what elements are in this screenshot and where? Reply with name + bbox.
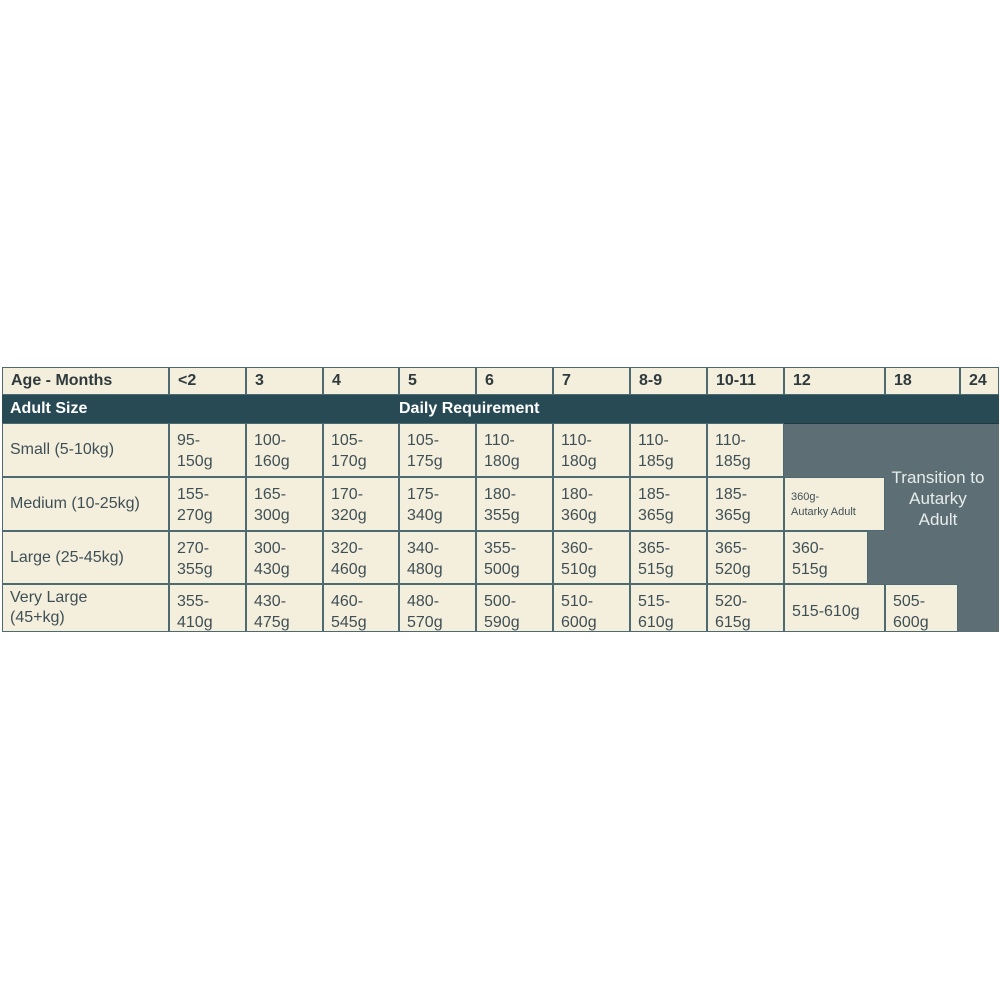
requirement-cell: 95- 150g xyxy=(169,423,246,477)
requirement-cell: 515- 610g xyxy=(630,584,707,632)
requirement-cell: 185- 365g xyxy=(707,477,784,531)
requirement-cell: 165- 300g xyxy=(246,477,323,531)
size-label: Large (25-45kg) xyxy=(2,531,169,584)
age-column-header: 7 xyxy=(553,367,630,395)
requirement-cell: 360- 515g xyxy=(784,531,868,584)
requirement-cell: 500- 590g xyxy=(476,584,553,632)
requirement-cell: 510- 600g xyxy=(553,584,630,632)
requirement-cell: 365- 515g xyxy=(630,531,707,584)
requirement-cell: 355- 410g xyxy=(169,584,246,632)
requirement-cell: 180- 360g xyxy=(553,477,630,531)
requirement-cell: 180- 355g xyxy=(476,477,553,531)
size-label: Very Large (45+kg) xyxy=(2,584,169,632)
requirement-cell: 105- 170g xyxy=(323,423,399,477)
daily-requirement-label: Daily Requirement xyxy=(399,400,540,417)
size-label: Medium (10-25kg) xyxy=(2,477,169,531)
age-months-header: Age - Months xyxy=(2,367,169,395)
requirement-cell: 505- 600g xyxy=(885,584,958,632)
transition-note: Transition to Autarky Adult xyxy=(891,468,985,529)
autarky-adult-cell: 360g- Autarky Adult xyxy=(784,477,885,531)
age-column-header: 18 xyxy=(885,367,960,395)
requirement-cell: 100- 160g xyxy=(246,423,323,477)
requirement-cell: 480- 570g xyxy=(399,584,476,632)
requirement-cell: 110- 180g xyxy=(476,423,553,477)
age-column-header: 8-9 xyxy=(630,367,707,395)
age-column-header: 24 xyxy=(960,367,999,395)
adult-size-label: Adult Size xyxy=(10,400,88,417)
age-column-header: <2 xyxy=(169,367,246,395)
requirement-cell: 270- 355g xyxy=(169,531,246,584)
requirement-cell: 355- 500g xyxy=(476,531,553,584)
age-column-header: 3 xyxy=(246,367,323,395)
requirement-cell: 430- 475g xyxy=(246,584,323,632)
requirement-cell: 110- 185g xyxy=(707,423,784,477)
requirement-cell: 515-610g xyxy=(784,584,885,632)
requirement-cell: 320- 460g xyxy=(323,531,399,584)
age-column-header: 6 xyxy=(476,367,553,395)
requirement-cell: 360- 510g xyxy=(553,531,630,584)
age-column-header: 12 xyxy=(784,367,885,395)
requirement-cell: 110- 180g xyxy=(553,423,630,477)
requirement-cell: 340- 480g xyxy=(399,531,476,584)
requirement-cell: 185- 365g xyxy=(630,477,707,531)
age-column-header: 10-11 xyxy=(707,367,784,395)
requirement-cell: 105- 175g xyxy=(399,423,476,477)
age-column-header: 5 xyxy=(399,367,476,395)
requirement-cell: 170- 320g xyxy=(323,477,399,531)
requirement-cell: 520- 615g xyxy=(707,584,784,632)
requirement-cell: 460- 545g xyxy=(323,584,399,632)
size-label: Small (5-10kg) xyxy=(2,423,169,477)
requirement-cell: 155- 270g xyxy=(169,477,246,531)
requirement-cell: 175- 340g xyxy=(399,477,476,531)
requirement-cell: 300- 430g xyxy=(246,531,323,584)
requirement-cell: 110- 185g xyxy=(630,423,707,477)
requirement-cell: 365- 520g xyxy=(707,531,784,584)
age-column-header: 4 xyxy=(323,367,399,395)
